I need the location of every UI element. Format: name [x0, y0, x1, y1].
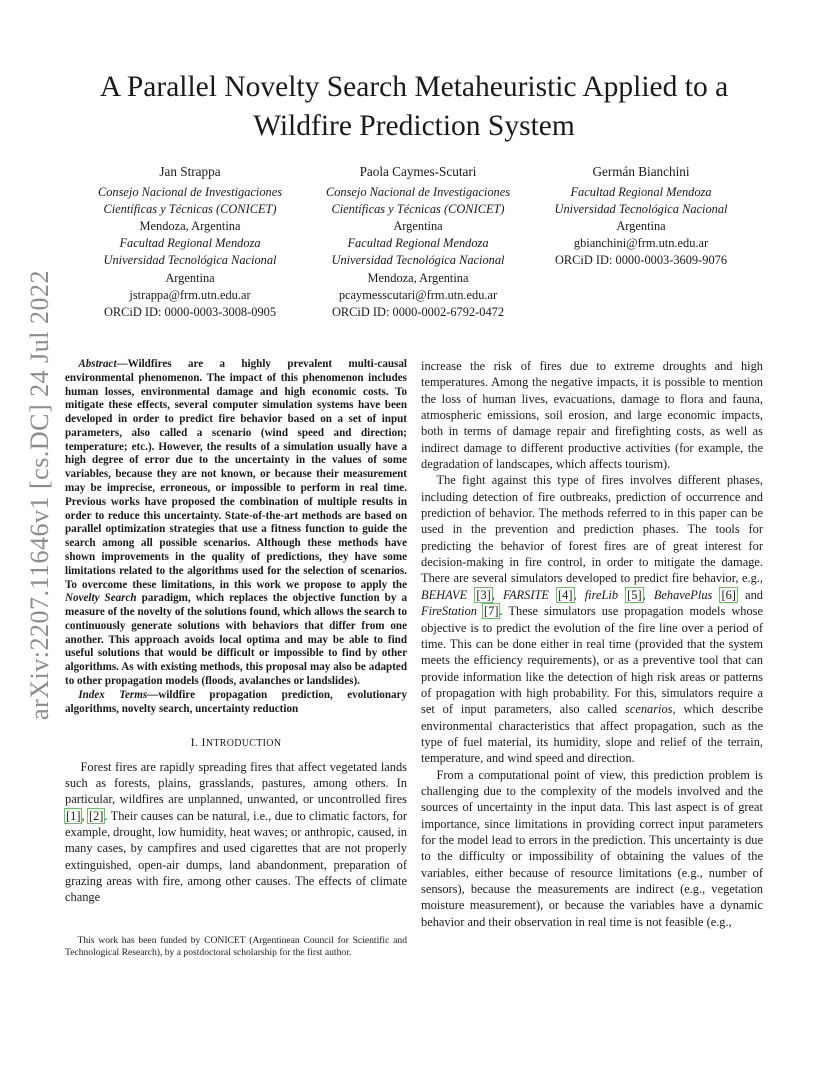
paragraph-text: and: [736, 587, 763, 602]
author-location: Argentina: [165, 270, 215, 285]
author-affiliation: Consejo Nacional de Investigaciones: [97, 185, 283, 200]
author-orcid: ORCiD ID: 0000-0003-3008-0905: [103, 304, 277, 319]
index-terms-text: —wildfire propagation prediction, evolutionary algorithms, novelty search, uncertainty reduction: [65, 688, 408, 715]
citation-link[interactable]: [1]: [66, 808, 81, 823]
author-affiliation: Científicas y Técnicas (CONICET): [331, 202, 505, 217]
simulator-name: BehavePlus: [653, 587, 713, 602]
paper-title: A Parallel Novelty Search Metaheuristic Applied to a Wildfire Prediction System: [99, 71, 729, 142]
section-title-initial: I: [201, 735, 206, 750]
author-affiliation: Científicas y Técnicas (CONICET): [103, 202, 277, 217]
author-affiliation: Universidad Tecnológica Nacional: [103, 253, 277, 268]
paragraph-text: . These simulators use propagation models whose objective is to predict the evolution of the fire line over a period of time. This can be done either in real time (provided that the system meets the efficiency requirements), or as a preventive tool that can provide information like the detection of high risk areas or patterns of propagation with high probability. For this, simulators require a set of input parameters, also called: [421, 604, 763, 717]
author-2: [308, 163, 528, 321]
author-email: jstrappa@frm.utn.edu.ar: [129, 287, 251, 302]
author-orcid: ORCiD ID: 0000-0002-6792-0472: [331, 304, 505, 319]
abstract-text: paradigm, which replaces the objective function by a measure of the novelty of the solutions found, which allows the search to continuously generate solutions with behaviors that differ from one another. This approach avoids local optima and may be able to find useful solutions that would be difficult or impossible to find by other algorithms. As with existing methods, this proposal may also be adapted to other propagation models (floods, avalanches or landslides).: [65, 592, 407, 687]
simulator-name: FireStation: [421, 604, 477, 619]
author-location: Mendoza, Argentina: [367, 270, 469, 285]
author-3: [530, 163, 752, 270]
paragraph-text: , which describe environmental characteristics that affect propagation, such as the type of fuel material, its humidity, slope and relief of the terrain, temperature, and wind speed and direction.: [421, 702, 763, 766]
term-emphasis: scenarios: [625, 702, 673, 717]
author-affiliation: Facultad Regional Mendoza: [347, 236, 489, 251]
author-1: [80, 163, 300, 321]
citation-link[interactable]: [3]: [476, 587, 491, 602]
abstract-heading: Abstract: [78, 358, 117, 370]
author-location: Argentina: [393, 219, 443, 234]
author-affiliation: Consejo Nacional de Investigaciones: [325, 185, 511, 200]
author-email: pcaymesscutari@frm.utn.edu.ar: [338, 287, 498, 302]
author-affiliation: Facultad Regional Mendoza: [119, 236, 261, 251]
citation-link[interactable]: [7]: [484, 604, 499, 619]
simulator-name: fireLib: [584, 587, 619, 602]
paragraph-text: ,: [81, 808, 88, 823]
section-number: I.: [190, 735, 202, 750]
abstract-text: —Wildfires are a highly prevalent multi-causal environmental phenomenon. The impact of this phenomenon includes human losses, environmental damage and high economic costs. To mitigate these effects, several computer simulation systems have been developed in order to predict fire behavior based on a set of input parameters, also called a scenario (wind speed and direction; temperature; etc.). However, the results of a simulation usually have a high degree of error due to the uncertainty in the values of some variables, because they are not known, or because their measurement may be imprecise, erroneous, or impossible to perform in real time. Previous works have proposed the combination of multiple results in order to reduce this uncertainty. State-of-the-art methods are based on parallel optimization strategies that use a fitness function to guide the search among all possible scenarios. Although these methods have shown improvements in the quality of predictions, they have some limitations related to the algorithms used for the selection of scenarios. To overcome these limitations, in this work we propose to apply the: [65, 358, 407, 591]
author-location: Argentina: [616, 219, 666, 234]
author-location: Mendoza, Argentina: [139, 219, 241, 234]
index-terms-heading: Index Terms: [78, 688, 148, 701]
author-email: gbianchini@frm.utn.edu.ar: [573, 236, 709, 251]
section-heading-introduction: [65, 734, 407, 752]
arxiv-id-text: arXiv:2207.11646v1 [cs.DC] 24 Jul 2022: [25, 270, 54, 720]
footnote: This work has been funded by CONICET (Argentinean Council for Scientific and Technological Research), by a postdoctoral scholarship for the first author.: [65, 935, 407, 958]
author-name: Paola Caymes-Scutari: [359, 164, 477, 179]
abstract: [65, 358, 407, 689]
citation-link[interactable]: [6]: [721, 587, 736, 602]
arxiv-identifier-sidebar: [25, 270, 54, 720]
body-paragraph: From a computational point of view, this prediction problem is challenging due to the complexity of the models involved and the sources of uncertainty in the input data. This last aspect is of great importance, since limitations in providing correct input parameters for the model lead to errors in the prediction. This uncertainty is due to the difficulty or impossibility of obtaining the values of the variables, either because of resource limitations (e.g., number of sensors), because the measurements are indirect (e.g., vegetation moisture measurement), or because the variables have a dynamic behavior and their observation in real time is not feasible (e.g.,: [421, 767, 763, 929]
body-paragraph: increase the risk of fires due to extreme droughts and high temperatures. Among the negative impacts, it is possible to mention the loss of human lives, evacuations, damage to flora and fauna, atmospheric emissions, soil erosion, and large economic impacts, both in terms of damage repair and firefighting costs, as well as indirect damage to different productive activities (for example, the degradation of landscapes, which affects tourism).: [421, 359, 763, 472]
paragraph-text: The fight against this type of fires involves different phases, including detection of fire outbreaks, prediction of occurrence and prediction of behavior. The methods referred to in this paper can be used in the prevention and prediction phases. The tools for predicting the behavior of forest fires are of great interest for decision-making in fire control, in order to mitigate the damage. There are several simulators developed to predict fire behavior, e.g.,: [421, 473, 763, 586]
section-title-rest: NTRODUCTION: [205, 738, 282, 750]
left-column: [65, 358, 407, 906]
simulator-name: FARSITE: [503, 587, 549, 602]
abstract-emphasis: Novelty Search: [65, 592, 137, 605]
author-name: Germán Bianchini: [592, 164, 690, 179]
right-column: [421, 358, 763, 930]
citation-link[interactable]: [2]: [88, 808, 104, 823]
paragraph-text: Forest fires are rapidly spreading fires that affect vegetated lands such as forests, plains, grasslands, pastures, among others. In particular, wildfires are unplanned, unwanted, or uncontrolled fires: [65, 759, 407, 807]
author-affiliation: Universidad Tecnológica Nacional: [554, 202, 728, 217]
author-orcid: ORCiD ID: 0000-0003-3609-9076: [554, 253, 728, 268]
body-paragraph: The fight against this type of fires involves different phases, including detection of fire outbreaks, prediction of occurrence and prediction of behavior. The methods referred to in this paper can be used in the prevention and prediction phases. The tools for predicting the behavior of forest fires are of great interest for decision-making in fire control, in order to mitigate the damage. There are several simulators developed to predict fire behavior, e.g., BEHAVE [3], FARSITE [4], fireLib [5], BehavePlus [6] and FireStation [7]. These simulators use propagation models whose objective is to predict the evolution of the fire line over a period of time. This can be done either in real time (provided that the system meets the efficiency requirements), or as a preventive tool that can provide information like the detection of high risk areas or patterns of propagation with high probability. For this, simulators require a set of input parameters, also called scenarios, which describe environmental characteristics that affect propagation, such as the type of fuel material, its humidity, slope and relief of the terrain, temperature, and wind speed and direction.: [421, 473, 763, 766]
index-terms: [65, 689, 407, 717]
paragraph-text: . Their causes can be natural, i.e., due to climatic factors, for example, drought, low humidity, heat waves; or anthropic, caused, in many cases, by campfires and used cigarettes that are not properly extinguished, open-air dumps, land abandonment, preparation of grazing areas with fire, among other causes. The effects of climate change: [65, 808, 407, 905]
intro-paragraph-1: [65, 759, 407, 906]
citation-link[interactable]: [5]: [627, 587, 642, 602]
citation-link[interactable]: [4]: [558, 587, 573, 602]
author-affiliation: Facultad Regional Mendoza: [570, 185, 712, 200]
simulator-name: BEHAVE: [421, 587, 468, 602]
author-name: Jan Strappa: [159, 164, 221, 179]
author-affiliation: Universidad Tecnológica Nacional: [331, 253, 505, 268]
